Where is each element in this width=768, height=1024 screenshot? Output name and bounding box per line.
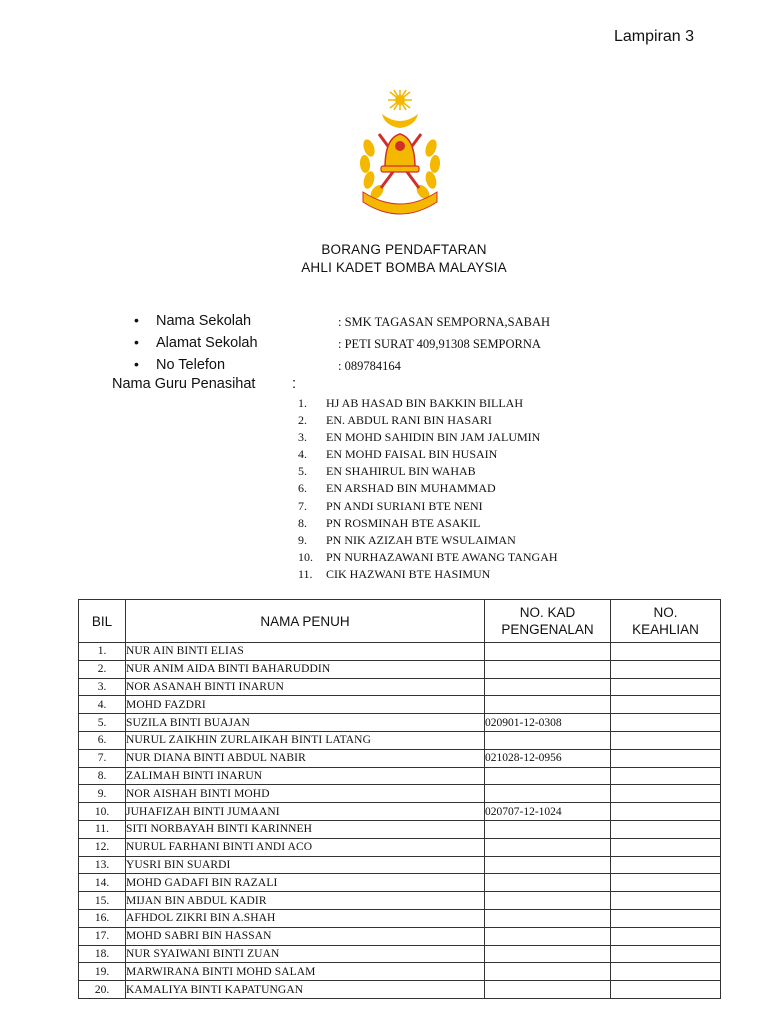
table-row: [79, 838, 721, 856]
cell-bil: 8.: [79, 767, 126, 785]
label-text: No Telefon: [156, 357, 226, 373]
bullet-icon: •: [134, 334, 139, 350]
cell-nama: NOR ASANAH BINTI INARUN: [126, 678, 485, 696]
header-kad-line2: PENGENALAN: [501, 622, 594, 637]
table-row: [79, 678, 721, 696]
bomba-emblem: [355, 88, 445, 216]
cell-bil: 19.: [79, 963, 126, 981]
table-row: [79, 963, 721, 981]
cell-bil: 14.: [79, 874, 126, 892]
list-item-name: PN NIK AZIZAH BTE WSULAIMAN: [326, 532, 516, 547]
list-item-number: 8.: [298, 515, 307, 530]
cell-ic: [485, 660, 611, 678]
cell-nama: NUR DIANA BINTI ABDUL NABIR: [126, 749, 485, 767]
cell-nama: NURUL FARHANI BINTI ANDI ACO: [126, 838, 485, 856]
cell-ic: [485, 963, 611, 981]
cell-bil: 12.: [79, 838, 126, 856]
header-ahli: [611, 600, 721, 643]
cell-bil: 1.: [79, 643, 126, 661]
cell-nama: NOR AISHAH BINTI MOHD: [126, 785, 485, 803]
list-item: [298, 480, 558, 497]
list-item: [298, 446, 558, 463]
list-item-name: EN SHAHIRUL BIN WAHAB: [326, 464, 476, 479]
cell-bil: 3.: [79, 678, 126, 696]
cell-ahli: [611, 909, 721, 927]
cell-nama: MARWIRANA BINTI MOHD SALAM: [126, 963, 485, 981]
list-item-number: 2.: [298, 413, 307, 428]
header-ahli-line2: KEAHLIAN: [632, 622, 699, 637]
cell-ic: [485, 696, 611, 714]
cell-nama: NUR AIN BINTI ELIAS: [126, 643, 485, 661]
table-row: [79, 660, 721, 678]
cell-ic: [485, 927, 611, 945]
cell-bil: 13.: [79, 856, 126, 874]
info-label-phone: [134, 356, 225, 373]
table-header-row: [79, 600, 721, 643]
list-item-name: PN NURHAZAWANI BTE AWANG TANGAH: [326, 549, 558, 564]
cell-ahli: [611, 874, 721, 892]
list-item-name: PN ROSMINAH BTE ASAKIL: [326, 515, 481, 530]
cell-bil: 9.: [79, 785, 126, 803]
cell-ahli: [611, 731, 721, 749]
cell-ahli: [611, 963, 721, 981]
table-row: [79, 749, 721, 767]
list-item-number: 11.: [298, 566, 313, 581]
cell-ahli: [611, 767, 721, 785]
table-row: [79, 892, 721, 910]
table-row: [79, 874, 721, 892]
cell-ic: 021028-12-0956: [485, 749, 611, 767]
cell-ic: [485, 874, 611, 892]
list-item: [298, 566, 558, 583]
cell-bil: 10.: [79, 803, 126, 821]
cell-ahli: [611, 785, 721, 803]
list-item-number: 4.: [298, 447, 307, 462]
list-item-name: EN MOHD FAISAL BIN HUSAIN: [326, 447, 498, 462]
header-nama: NAMA PENUH: [126, 600, 485, 643]
info-label-address: [134, 334, 258, 351]
advisor-label: Nama Guru Penasihat: [112, 376, 256, 392]
cell-ic: [485, 643, 611, 661]
cell-nama: SITI NORBAYAH BINTI KARINNEH: [126, 820, 485, 838]
attachment-label: Lampiran 3: [614, 28, 695, 45]
list-item: [298, 549, 558, 566]
list-item-number: 6.: [298, 481, 307, 496]
cell-ahli: [611, 678, 721, 696]
cell-ahli: [611, 643, 721, 661]
cell-ic: [485, 731, 611, 749]
info-value-school: : SMK TAGASAN SEMPORNA,SABAH: [338, 315, 551, 329]
table-row: [79, 731, 721, 749]
cell-ahli: [611, 927, 721, 945]
table-row: [79, 767, 721, 785]
cell-nama: JUHAFIZAH BINTI JUMAANI: [126, 803, 485, 821]
cell-ic: 020707-12-1024: [485, 803, 611, 821]
advisor-list: [298, 395, 558, 583]
cell-ahli: [611, 945, 721, 963]
cell-nama: NUR ANIM AIDA BINTI BAHARUDDIN: [126, 660, 485, 678]
list-item: [298, 412, 558, 429]
list-item: [298, 515, 558, 532]
form-subtitle: AHLI KADET BOMBA MALAYSIA: [301, 260, 507, 275]
cell-nama: MOHD GADAFI BIN RAZALI: [126, 874, 485, 892]
info-label-school: [134, 312, 251, 329]
cell-ahli: [611, 714, 721, 732]
list-item: [298, 532, 558, 549]
cell-ic: 020901-12-0308: [485, 714, 611, 732]
header-bil: BIL: [79, 600, 126, 643]
list-item-name: EN. ABDUL RANI BIN HASARI: [326, 413, 492, 428]
cell-bil: 17.: [79, 927, 126, 945]
list-item: [298, 463, 558, 480]
cell-bil: 2.: [79, 660, 126, 678]
table-row: [79, 820, 721, 838]
list-item-name: CIK HAZWANI BTE HASIMUN: [326, 566, 491, 581]
table-row: [79, 981, 721, 999]
cell-bil: 11.: [79, 820, 126, 838]
cell-ahli: [611, 660, 721, 678]
cell-ahli: [611, 856, 721, 874]
cell-ahli: [611, 820, 721, 838]
cell-ic: [485, 838, 611, 856]
list-item-name: EN MOHD SAHIDIN BIN JAM JALUMIN: [326, 430, 541, 445]
cell-ic: [485, 856, 611, 874]
cell-ic: [485, 820, 611, 838]
cell-nama: NURUL ZAIKHIN ZURLAIKAH BINTI LATANG: [126, 731, 485, 749]
list-item: [298, 429, 558, 446]
cell-nama: YUSRI BIN SUARDI: [126, 856, 485, 874]
cell-bil: 5.: [79, 714, 126, 732]
cell-nama: AFHDOL ZIKRI BIN A.SHAH: [126, 909, 485, 927]
table-row: [79, 714, 721, 732]
cell-ahli: [611, 749, 721, 767]
cell-bil: 4.: [79, 696, 126, 714]
advisor-colon: :: [292, 376, 297, 392]
cell-nama: MOHD SABRI BIN HASSAN: [126, 927, 485, 945]
cell-bil: 20.: [79, 981, 126, 999]
bullet-icon: •: [134, 356, 139, 372]
info-value-phone: : 089784164: [338, 359, 401, 373]
cell-bil: 18.: [79, 945, 126, 963]
header-kad-line1: NO. KAD: [519, 605, 576, 620]
cell-ahli: [611, 696, 721, 714]
cell-bil: 15.: [79, 892, 126, 910]
header-kad: [485, 600, 611, 643]
cell-ahli: [611, 803, 721, 821]
cell-bil: 7.: [79, 749, 126, 767]
cell-ic: [485, 767, 611, 785]
header-ahli-line1: NO.: [653, 605, 678, 620]
list-item: [298, 395, 558, 412]
table-body: [79, 643, 721, 999]
form-title: BORANG PENDAFTARAN: [321, 242, 487, 257]
table-row: [79, 856, 721, 874]
cell-nama: NUR SYAIWANI BINTI ZUAN: [126, 945, 485, 963]
cell-bil: 16.: [79, 909, 126, 927]
cell-ic: [485, 945, 611, 963]
list-item-number: 5.: [298, 464, 307, 479]
list-item-number: 7.: [298, 498, 307, 513]
cell-ahli: [611, 892, 721, 910]
cell-bil: 6.: [79, 731, 126, 749]
list-item-number: 9.: [298, 532, 307, 547]
list-item-name: PN ANDI SURIANI BTE NENI: [326, 498, 483, 513]
helmet: [381, 134, 419, 172]
cell-ic: [485, 981, 611, 999]
list-item-number: 10.: [298, 549, 313, 564]
cell-nama: MOHD FAZDRI: [126, 696, 485, 714]
cell-ahli: [611, 981, 721, 999]
table-row: [79, 643, 721, 661]
list-item-name: EN ARSHAD BIN MUHAMMAD: [326, 481, 496, 496]
list-item-name: HJ AB HASAD BIN BAKKIN BILLAH: [326, 396, 524, 410]
cell-ic: [485, 909, 611, 927]
label-text: Alamat Sekolah: [156, 335, 258, 351]
student-table: [78, 599, 721, 999]
cell-ic: [485, 892, 611, 910]
table-row: [79, 785, 721, 803]
crescent: [382, 114, 418, 128]
label-text: Nama Sekolah: [156, 313, 252, 329]
table-row: [79, 909, 721, 927]
cell-ic: [485, 678, 611, 696]
table-row: [79, 945, 721, 963]
table-row: [79, 803, 721, 821]
info-value-address: : PETI SURAT 409,91308 SEMPORNA: [338, 337, 541, 351]
sun-crest: [388, 90, 412, 110]
list-item-number: 3.: [298, 430, 307, 445]
cell-ic: [485, 785, 611, 803]
table-row: [79, 927, 721, 945]
cell-nama: ZALIMAH BINTI INARUN: [126, 767, 485, 785]
cell-nama: MIJAN BIN ABDUL KADIR: [126, 892, 485, 910]
list-item: [298, 498, 558, 515]
cell-ahli: [611, 838, 721, 856]
bullet-icon: •: [134, 312, 139, 328]
list-item-number: 1.: [298, 396, 307, 410]
table-row: [79, 696, 721, 714]
cell-nama: SUZILA BINTI BUAJAN: [126, 714, 485, 732]
cell-nama: KAMALIYA BINTI KAPATUNGAN: [126, 981, 485, 999]
